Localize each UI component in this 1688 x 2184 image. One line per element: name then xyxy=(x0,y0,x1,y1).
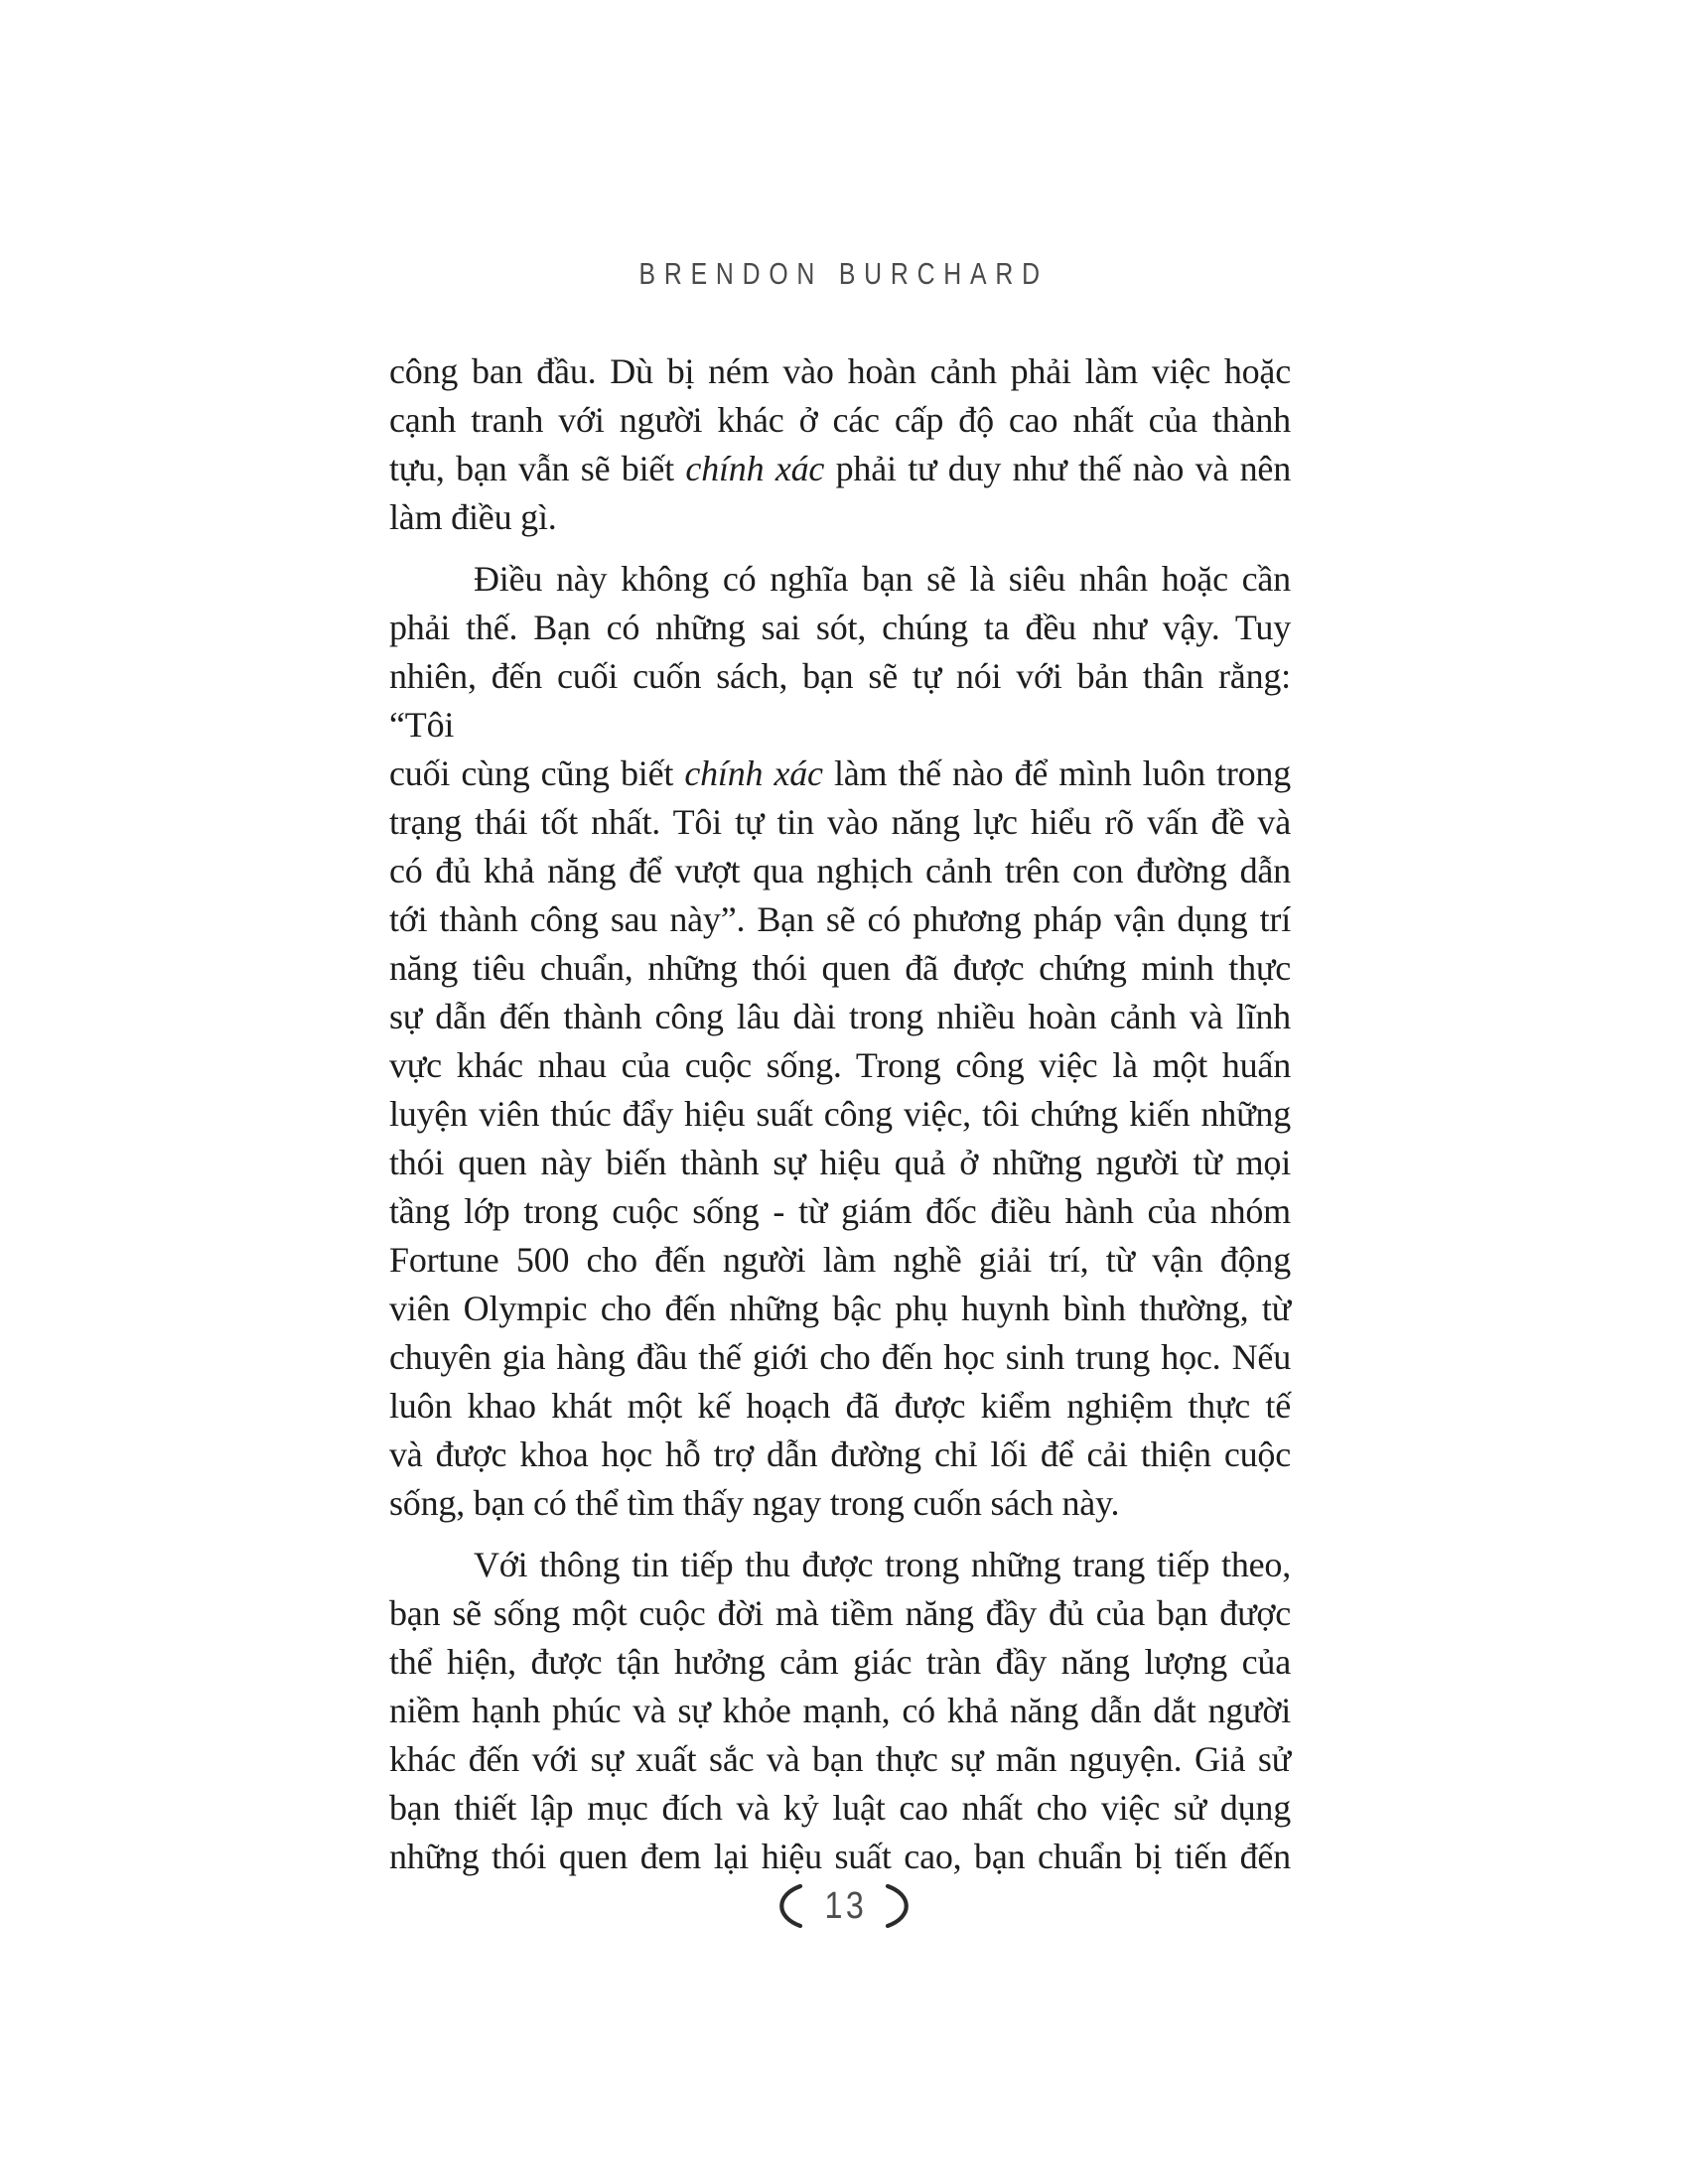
text-line: cuối cùng cũng biết chính xác làm thế nào để mình luôn trong xyxy=(389,753,1292,793)
text-line: phải thế. Bạn có những sai sót, chúng ta đều như vậy. Tuy xyxy=(389,608,1291,647)
text-line: luôn khao khát một kế hoạch đã được kiểm nghiệm thực tế xyxy=(389,1386,1291,1426)
text-line: luyện viên thúc đẩy hiệu suất công việc, tôi chứng kiến những xyxy=(389,1094,1291,1134)
page-number-block xyxy=(0,1882,1688,1930)
text-line: trạng thái tốt nhất. Tôi tự tin vào năng lực hiểu rõ vấn đề và xyxy=(389,802,1291,842)
paragraph xyxy=(389,1541,1291,1881)
text-line: tựu, bạn vẫn sẽ biết chính xác phải tư duy như thế nào và nên xyxy=(389,449,1291,488)
text-line: làm điều gì. xyxy=(389,497,557,537)
text-line: bạn sẽ sống một cuộc đời mà tiềm năng đầy đủ của bạn được xyxy=(389,1593,1291,1633)
running-head xyxy=(0,256,1688,292)
paragraph xyxy=(389,555,1291,1528)
text-line: nhiên, đến cuối cuốn sách, bạn sẽ tự nói với bản thân rằng: “Tôi xyxy=(389,656,1291,745)
paragraph xyxy=(389,347,1291,542)
text-line: viên Olympic cho đến những bậc phụ huynh bình thường, từ xyxy=(389,1289,1291,1328)
text-line: cạnh tranh với người khác ở các cấp độ cao nhất của thành xyxy=(389,400,1291,440)
text-line: thói quen này biến thành sự hiệu quả ở những người từ mọi xyxy=(389,1143,1291,1182)
text-line: có đủ khả năng để vượt qua nghịch cảnh trên con đường dẫn xyxy=(389,851,1291,890)
text-line: bạn thiết lập mục đích và kỷ luật cao nhất cho việc sử dụng xyxy=(389,1788,1291,1828)
text-line: sống, bạn có thể tìm thấy ngay trong cuốn sách này. xyxy=(389,1483,1120,1523)
text-line: và được khoa học hỗ trợ dẫn đường chỉ lối để cải thiện cuộc xyxy=(389,1434,1291,1474)
text-line: chuyên gia hàng đầu thế giới cho đến học sinh trung học. Nếu xyxy=(389,1337,1291,1377)
text-line: thể hiện, được tận hưởng cảm giác tràn đầy năng lượng của xyxy=(389,1642,1291,1682)
text-line: tầng lớp trong cuộc sống - từ giám đốc điều hành của nhóm xyxy=(389,1191,1291,1231)
text-line: Fortune 500 cho đến người làm nghề giải trí, từ vận động xyxy=(389,1240,1291,1280)
text-line: tới thành công sau này”. Bạn sẽ có phương pháp vận dụng trí xyxy=(389,899,1291,939)
text-line: năng tiêu chuẩn, những thói quen đã được chứng minh thực xyxy=(389,948,1291,988)
text-line: những thói quen đem lại hiệu suất cao, bạn chuẩn bị tiến đến xyxy=(389,1837,1291,1876)
text-line: công ban đầu. Dù bị ném vào hoàn cảnh phải làm việc hoặc xyxy=(389,351,1291,391)
page-number: 13 xyxy=(824,1885,868,1927)
text-line: niềm hạnh phúc và sự khỏe mạnh, có khả năng dẫn dắt người xyxy=(389,1691,1291,1730)
text-line: Điều này không có nghĩa bạn sẽ là siêu nhân hoặc cần xyxy=(474,559,1291,599)
text-line: khác đến với sự xuất sắc và bạn thực sự mãn nguyện. Giả sử xyxy=(389,1739,1291,1779)
text-line: Với thông tin tiếp thu được trong những trang tiếp theo, xyxy=(474,1545,1291,1584)
running-head-title: BRENDON BURCHARD xyxy=(638,256,1050,291)
text-line: sự dẫn đến thành công lâu dài trong nhiều hoàn cảnh và lĩnh xyxy=(389,997,1291,1036)
text-line: vực khác nhau của cuộc sống. Trong công việc là một huấn xyxy=(389,1045,1291,1085)
left-arc-ornament-icon xyxy=(772,1882,803,1930)
right-arc-ornament-icon xyxy=(885,1882,916,1930)
body-text xyxy=(389,347,1291,1881)
